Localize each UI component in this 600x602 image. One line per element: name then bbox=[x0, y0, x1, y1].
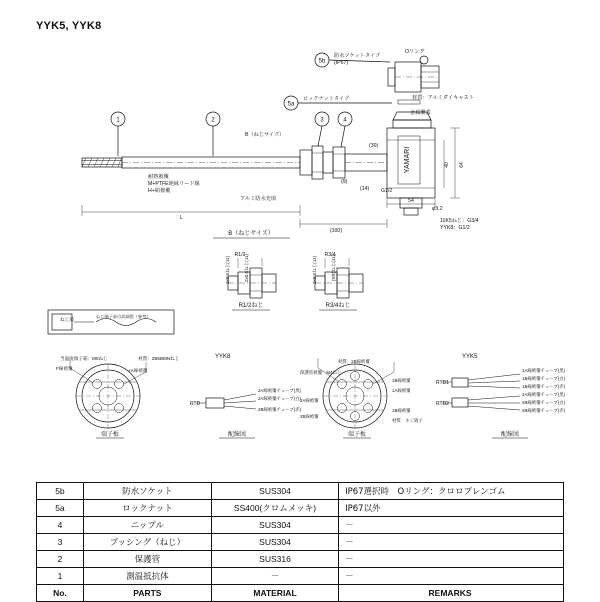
cell-parts: 測温抵抗体 bbox=[83, 568, 211, 585]
metal-cover-note: 金属製蓋 bbox=[410, 110, 431, 116]
terminal-board-caption-left: 端子板 bbox=[100, 432, 120, 438]
dim-thread-1: 2x0.5ねじ(11) bbox=[225, 255, 230, 285]
cell-material: － bbox=[211, 568, 338, 585]
b-size-r34: R3/4 bbox=[324, 252, 336, 258]
socket-type-label-line1: 防水ソケットタイプ bbox=[334, 53, 381, 59]
cell-parts: 保護管 bbox=[83, 551, 211, 568]
cell-no: 5a bbox=[37, 500, 84, 517]
wire-note-b3: 1B線被覆チューブ(赤) bbox=[522, 384, 566, 389]
b-size-section-title: B（ねじサイズ） bbox=[228, 231, 274, 237]
model-yyk8: YYK8 bbox=[215, 354, 231, 360]
table-row bbox=[37, 517, 564, 534]
dim-30: (30) bbox=[369, 143, 379, 149]
cell-parts: ニップル bbox=[83, 517, 211, 534]
cell-no: 5b bbox=[37, 483, 84, 500]
table-row bbox=[37, 500, 564, 517]
callout-2: 2 bbox=[211, 117, 215, 124]
wire-note-c8: 材質：ネジ端子 bbox=[392, 418, 423, 423]
cable-note-left: 当温度端子箱：M5ねじ bbox=[60, 356, 108, 361]
rtd-label-left: RTD bbox=[190, 401, 201, 407]
oring-label: Oリング bbox=[405, 49, 425, 55]
brand-nameplate: YAMARI bbox=[404, 146, 411, 174]
terminal-sub-note: F線被覆 bbox=[56, 366, 73, 371]
wiring-caption-right: 配線図 bbox=[500, 432, 520, 438]
cell-material: SUS316 bbox=[211, 551, 338, 568]
terminal-sub-note-2: +A線被覆 bbox=[128, 368, 148, 373]
cell-remarks: － bbox=[339, 534, 564, 551]
terminal-board-caption-mid: 端子板 bbox=[347, 432, 367, 438]
rtd1-label: RTD1 bbox=[436, 380, 449, 386]
parts-table bbox=[36, 482, 564, 602]
table-row bbox=[37, 534, 564, 551]
wire-note-c5: 2A線被覆 bbox=[300, 398, 319, 403]
wire-note-c2: 保護管被覆：M4ねじ bbox=[300, 370, 342, 375]
locknut-type-label: ロックナットタイプ bbox=[303, 96, 350, 102]
dim-40: 40 bbox=[444, 162, 450, 168]
callout-5b: 5b bbox=[318, 58, 326, 65]
page-title: YYK5, YYK8 bbox=[36, 20, 102, 32]
callout-1: 1 bbox=[116, 117, 120, 124]
cell-parts: 防水ソケット bbox=[83, 483, 211, 500]
callout-3: 3 bbox=[320, 117, 324, 124]
cell-no: 1 bbox=[37, 568, 84, 585]
table-row bbox=[37, 568, 564, 585]
cell-material: SUS304 bbox=[211, 534, 338, 551]
lead-note-2: M+PTFE絶縁リード線 bbox=[148, 181, 200, 187]
cell-remarks: IP67以外 bbox=[339, 500, 564, 517]
wire-note-b6: 2B線被覆チューブ(赤) bbox=[522, 408, 566, 413]
column-header: PARTS bbox=[83, 585, 211, 602]
callout-5a: 5a bbox=[287, 101, 295, 108]
legend-text-right: ねじ端子部の詳細図（参考） bbox=[96, 314, 151, 319]
dim-14: (14) bbox=[360, 186, 370, 192]
dim-thread-3: 2x0.5ねじ(11) bbox=[312, 255, 317, 285]
cell-parts: ロックナット bbox=[83, 500, 211, 517]
wire-note-b4: 2A線被覆チューブ(黒) bbox=[522, 392, 566, 397]
cell-parts: ブッシング（ねじ） bbox=[83, 534, 211, 551]
wire-note-c1: 材質：2B線被覆 bbox=[338, 359, 370, 364]
dim-L: L bbox=[180, 215, 183, 221]
cell-remarks: － bbox=[339, 568, 564, 585]
cell-material: SUS304 bbox=[211, 517, 338, 534]
cell-no: 4 bbox=[37, 517, 84, 534]
column-header: No. bbox=[37, 585, 84, 602]
table-header-row bbox=[37, 585, 564, 602]
wire-note-b5: 2B線被覆チューブ(白) bbox=[522, 400, 566, 405]
wire-note-c6: 1B線被覆 bbox=[392, 408, 411, 413]
lead-note-3: H+絹被覆 bbox=[148, 188, 171, 194]
al-fill-note: アルミ防水充填 bbox=[240, 196, 277, 202]
dim-9: (9) bbox=[341, 179, 348, 185]
column-header: REMARKS bbox=[339, 585, 564, 602]
model-yyk5: YYK5 bbox=[462, 354, 478, 360]
wire-note-b2: 1B線被覆チューブ(白) bbox=[522, 376, 566, 381]
wire-note-a1: 2A線被覆チューブ(黒) bbox=[258, 388, 302, 393]
cell-no: 2 bbox=[37, 551, 84, 568]
wire-note-c4: 1A線被覆 bbox=[392, 388, 411, 393]
wire-note-b1: 1A線被覆チューブ(黒) bbox=[522, 368, 566, 373]
cell-no: 3 bbox=[37, 534, 84, 551]
b-caption-r34: R3/4ねじ bbox=[325, 303, 351, 309]
b-caption-r12: R1/2ねじ bbox=[238, 303, 264, 309]
lead-note-1: 耐熱被覆 bbox=[148, 174, 169, 180]
table-row bbox=[37, 551, 564, 568]
column-header: MATERIAL bbox=[211, 585, 338, 602]
wire-note-c3: 1B線被覆 bbox=[392, 378, 411, 383]
table-row bbox=[37, 483, 564, 500]
dim-thread-4: (SR)ねじ(11) bbox=[331, 254, 336, 282]
cell-remarks: － bbox=[339, 517, 564, 534]
socket-type-label-line2: (IP67) bbox=[334, 60, 349, 66]
dim-54: 54 bbox=[408, 198, 414, 204]
cell-material: SUS304 bbox=[211, 483, 338, 500]
wire-note-a3: 2B線被覆チューブ(赤) bbox=[258, 407, 302, 412]
wire-note-a2: 2A線被覆チューブ(白) bbox=[258, 396, 302, 401]
thread-note-2: YYK8：G1/2 bbox=[440, 225, 470, 231]
wiring-caption-left: 配線図 bbox=[227, 432, 247, 438]
b-size-r12: R1/2 bbox=[234, 252, 246, 258]
thread-note-1: 11K5ねじ：G3/4 bbox=[440, 218, 479, 224]
terminal-material-note: 材質：アルミダイキャスト bbox=[412, 95, 474, 101]
dim-64: 64 bbox=[459, 162, 465, 168]
cell-remarks: IP67選択時 Oリング：クロロプレンゴム bbox=[339, 483, 564, 500]
dim-100: (100) bbox=[329, 228, 343, 234]
dim-phi: φ3.2 bbox=[432, 206, 443, 212]
thread-g12: G1/2 bbox=[381, 188, 393, 194]
dim-thread-2: 2x0.5ねじ(11) bbox=[244, 253, 249, 283]
legend-text-left: ねじ部 bbox=[60, 317, 74, 322]
wire-note-c7: 2B線被覆 bbox=[300, 414, 319, 419]
cell-remarks: － bbox=[339, 551, 564, 568]
cell-material: SS400(クロムメッキ) bbox=[211, 500, 338, 517]
callout-4: 4 bbox=[343, 117, 347, 124]
rtd2-label: RTD2 bbox=[436, 401, 449, 407]
material-note-left: 材質：2B6BMNねじ bbox=[138, 356, 180, 361]
thread-b-label: B（ねじサイズ） bbox=[245, 132, 285, 138]
